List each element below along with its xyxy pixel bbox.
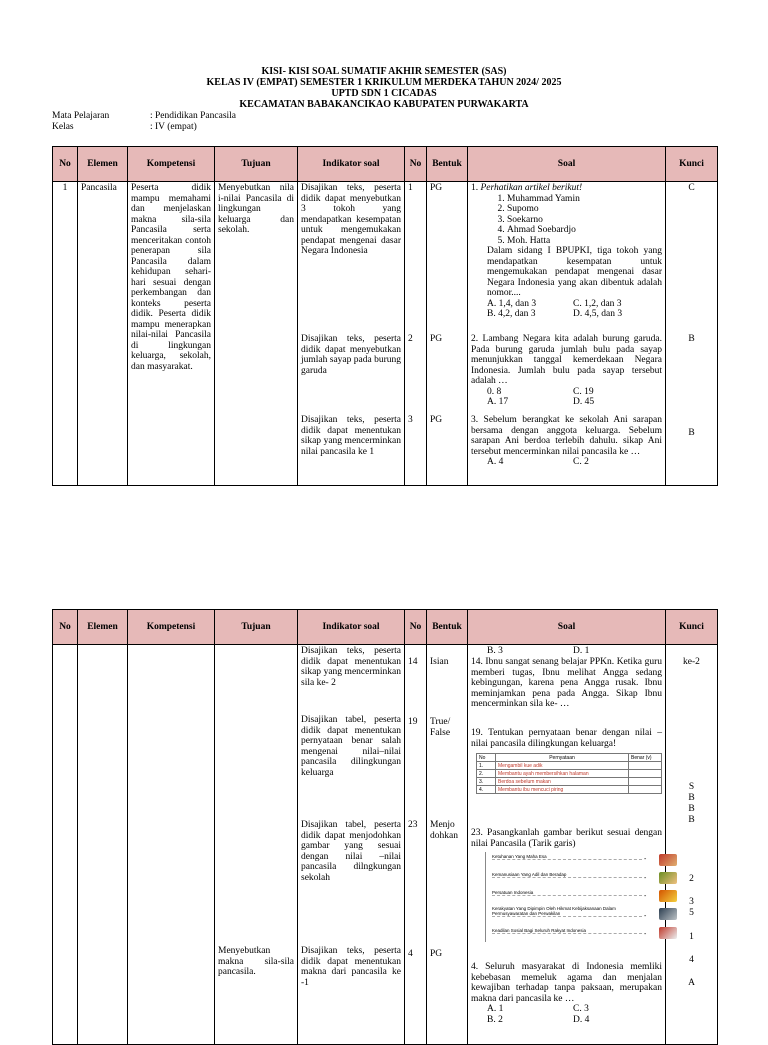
col-kunci: Kunci xyxy=(666,610,718,645)
no-q23: 23 xyxy=(408,820,418,830)
no-q2: 2 xyxy=(408,334,413,344)
table-header-row xyxy=(53,610,718,645)
col-soal: Soal xyxy=(468,147,666,182)
row-elemen: Pancasila xyxy=(78,182,128,486)
soal-q19-table xyxy=(476,753,662,794)
match-item: Keadilan Sosial Bagi Seluruh Rakyat Indonesia xyxy=(492,928,642,934)
no-q14: 14 xyxy=(408,657,418,667)
soal-q3-text: 3. Sebelum berangkat ke sekolah Ani sarapan bersama dengan anggota keluarga. Sebelum sarapan Ani berdoa terlebih dahulu. sikap Ani tersebut mencerminkan nilai pancasila ke … xyxy=(471,415,662,457)
list-item: 4. Ahmad Soebardjo xyxy=(507,225,662,236)
match-item: Kemanusiaan Yang Adil dan Beradap xyxy=(492,872,642,878)
row-tujuan: Menyebutkan nila i-nilai Pancasila di lingkungan keluarga dan sekolah. xyxy=(215,182,298,486)
tujuan-q4: Menyebutkan makna sila-sila pancasila. xyxy=(218,946,294,977)
kunci-q4: A xyxy=(688,978,695,988)
row-elemen xyxy=(78,645,128,1045)
soal-q4-opts-bd: B. 2 D. 4 xyxy=(487,1014,590,1025)
soal-q1-list xyxy=(471,194,662,247)
col-soal: Soal xyxy=(468,610,666,645)
list-item: 3. Soekarno xyxy=(507,215,662,226)
soal-q1-intro: 1. Perhatikan artikel berikut! xyxy=(471,183,583,193)
col-bentuk: Bentuk xyxy=(427,610,468,645)
meta-subject-label: Mata Pelajaran xyxy=(52,111,110,121)
match-item: Persatuan Indonesia xyxy=(492,890,642,896)
kunci-q1: C xyxy=(688,183,695,193)
soal-q2-text: 2. Lambang Negara kita adalah burung garuda. Pada burung garuda jumlah bulu pada sayap menunjukkan tanggal kemerdekaan Negara Indonesia. Jumlah bulu pada sayap tersebut adalah … xyxy=(471,334,662,386)
soal-q19: 19. Tentukan pernyataan benar dengan nilai – nilai pancasila dilingkungan keluarga! xyxy=(471,728,662,749)
doc-school: UPTD SDN 1 CICADAS xyxy=(331,88,437,99)
doc-district: KECAMATAN BABAKANCIKAO KABUPATEN PURWAKARTA xyxy=(239,99,529,110)
doc-subtitle: KELAS IV (EMPAT) SEMESTER 1 KRIKULUM MERDEKA TAHUN 2024/ 2025 xyxy=(206,77,562,88)
col-no-soal: No xyxy=(405,610,427,645)
soal-q1-opts-ac: A. 1,4, dan 3 C. 1,2, dan 3 xyxy=(487,298,622,309)
col-no-soal: No xyxy=(405,147,427,182)
kunci-q14: ke-2 xyxy=(683,657,700,667)
row-soal xyxy=(468,182,666,486)
kunci-q3: B xyxy=(688,428,695,438)
meta-subject xyxy=(52,111,237,122)
table-row: 1. Mengambil kue adik xyxy=(477,762,662,770)
row-bentuk xyxy=(427,645,468,1045)
no-q4: 4 xyxy=(408,949,413,959)
bentuk-q4: PG xyxy=(430,949,443,959)
bentuk-q14: Isian xyxy=(430,657,449,667)
kunci-q23-4: 1 xyxy=(689,932,694,942)
soal-q4-opts-ac: A. 1 C. 3 xyxy=(487,1004,589,1014)
col-no: No xyxy=(53,147,78,182)
list-item: 5. Moh. Hatta xyxy=(507,236,662,247)
indikator-q23: Disajikan tabel, peserta didik dapat menjodohkan gambar yang sesuai dengan nilai –nilai pancasila dilngkungan sekolah xyxy=(301,820,401,883)
bentuk-q19: True/ False xyxy=(430,717,451,738)
kunci-q23-1: 2 xyxy=(689,874,694,884)
soal-q1-text: Dalam sidang I BPUPKI, tiga tokoh yang mendapatkan kesempatan untuk mengemukakan pendapat mengenai dasar Negara Indonesia yang akan dibentuk adalah nomor.... xyxy=(487,246,662,298)
indikator-q4: Disajikan teks, peserta didik dapat menentukan makna dari pancasila ke -1 xyxy=(301,946,401,988)
col-indikator: Indikator soal xyxy=(298,147,405,182)
kisi-table-2 xyxy=(52,609,718,1045)
table-row xyxy=(53,645,718,1045)
col-elemen: Elemen xyxy=(78,610,128,645)
kunci-q23-2: 3 xyxy=(689,897,694,907)
row-soal xyxy=(468,645,666,1045)
bentuk-q1: PG xyxy=(430,183,443,193)
soal-carry-opts: B. 3 D. 1 xyxy=(487,646,590,656)
indikator-q3: Disajikan teks, peserta didik dapat menentukan sikap yang mencerminkan nilai pancasila ke 1 xyxy=(301,415,401,457)
bentuk-q2: PG xyxy=(430,334,443,344)
meta-class xyxy=(52,122,197,133)
table-row: 4. Membantu ibu mencuci piring xyxy=(477,786,662,794)
indikator-q1: Disajikan teks, peserta didik dapat menyebutkan 3 tokoh yang mendapatkan kesempatan untuk mengemukakan pendapat mengenai dasar Negara Indonesia xyxy=(301,183,401,256)
row-no: 1 xyxy=(53,182,78,486)
row-kompetensi xyxy=(128,645,215,1045)
row-kunci xyxy=(666,182,718,486)
col-kompetensi: Kompetensi xyxy=(128,147,215,182)
row-indikator xyxy=(298,182,405,486)
kunci-q23-5: 4 xyxy=(689,955,694,965)
row-no-soal xyxy=(405,645,427,1045)
kunci-q19-1: S xyxy=(688,782,695,792)
match-dot: - xyxy=(644,913,647,920)
kunci-q2: B xyxy=(688,334,695,344)
matching-figure xyxy=(485,852,679,942)
row-no-soal xyxy=(405,182,427,486)
soal-q1-opts-bd: B. 4,2, dan 3 D. 4,5, dan 3 xyxy=(487,309,623,319)
col-indikator: Indikator soal xyxy=(298,610,405,645)
kunci-q23-3: 5 xyxy=(689,908,694,918)
match-dot: - xyxy=(644,931,647,938)
soal-q4-text: 4. Seluruh masyarakat di Indonesia memliki kebebasan memeluk agama dan menjalan kewajiban terhadap tanpa paksaan, merupakan makna dari pancasila ke … xyxy=(471,962,662,1004)
match-dot: - xyxy=(644,893,647,900)
col-bentuk: Bentuk xyxy=(427,147,468,182)
soal-q3-opts-ac: A. 4 C. 2 xyxy=(487,457,589,467)
kunci-q19-3: B xyxy=(688,804,695,814)
row-tujuan xyxy=(215,645,298,1045)
row-kunci xyxy=(666,645,718,1045)
match-item: Ketuhanan Yang Maha Esa xyxy=(492,854,642,860)
table-header-row xyxy=(53,147,718,182)
soal-q2 xyxy=(471,334,662,408)
bentuk-q3: PG xyxy=(430,415,443,425)
list-item: 2. Supomo xyxy=(507,204,662,215)
soal-q1 xyxy=(471,183,662,320)
statement-table xyxy=(476,753,662,794)
table-row xyxy=(53,182,718,486)
no-q19: 19 xyxy=(408,717,418,727)
table-row: 2. Membantu ayah membersihkan halaman xyxy=(477,770,662,778)
soal-q14: 14. Ibnu sangat senang belajar PPKn. Ketika guru memberi tugas, Ibnu melihat Angga sedang kebingungan, karena pena Angga rusak. Ibnu meminjamkan pena pada Angga. Sikap Ibnu mencerminkan sila ke- … xyxy=(471,657,662,709)
match-item: Kerakyatan Yang Dipimpin Oleh Hikmat Kebijaksanaan Dalam Permusyawaratan dan Perwakilan xyxy=(492,906,642,917)
soal-q4 xyxy=(471,962,662,1025)
col-tujuan: Tujuan xyxy=(215,147,298,182)
soal-q23: 23. Pasangkanlah gambar berikut sesuai dengan nilai Pancasila (Tarik garis) xyxy=(471,828,662,849)
no-q3: 3 xyxy=(408,415,413,425)
no-q1: 1 xyxy=(408,183,413,193)
row-indikator xyxy=(298,645,405,1045)
table-row: No Pernyataan Benar (v) xyxy=(477,754,662,762)
indikator-q14: Disajikan teks, peserta didik dapat menentukan sikap yang mencerminkan sila ke- 2 xyxy=(301,646,401,688)
soal-q3 xyxy=(471,415,662,468)
col-kunci: Kunci xyxy=(666,147,718,182)
kunci-q19-2: B xyxy=(688,793,695,803)
table-row: 3. Berdoa sebelum makan xyxy=(477,778,662,786)
doc-title: KISI- KISI SOAL SUMATIF AKHIR SEMESTER (SAS) xyxy=(261,66,507,77)
match-dot: - xyxy=(644,875,647,882)
match-dot: - xyxy=(644,856,647,863)
row-no xyxy=(53,645,78,1045)
row-bentuk xyxy=(427,182,468,486)
meta-class-label: Kelas xyxy=(52,122,74,132)
bentuk-q23: Menjo dohkan xyxy=(430,820,458,841)
list-item: 1. Muhammad Yamin xyxy=(507,194,662,205)
col-kompetensi: Kompetensi xyxy=(128,610,215,645)
indikator-q2: Disajikan teks, peserta didik dapat menyebutkan jumlah sayap pada burung garuda xyxy=(301,334,401,376)
soal-q2-opts-ac: 0. 8 C. 19 xyxy=(487,386,594,397)
soal-q2-opts-bd: A. 17 D. 45 xyxy=(487,397,595,407)
kisi-table-1 xyxy=(52,146,718,486)
col-tujuan: Tujuan xyxy=(215,610,298,645)
row-kompetensi: Peserta didik mampu memahami dan menjelaskan makna sila-sila Pancasila serta menceritakan contoh penerapan sila Pancasila dalam kehidupan sehari-hari sesuai dengan perkembangan dan konteks peserta didik. Peserta didik mampu menerapkan nilai-nilai Pancasila di lingkungan keluarga, sekolah, dan masyarakat. xyxy=(128,182,215,486)
kunci-q19-4: B xyxy=(688,815,695,825)
col-no: No xyxy=(53,610,78,645)
indikator-q19: Disajikan tabel, peserta didik dapat menentukan pernyataan benar salah mengenai nilai–nilai pancasila dilingkungan keluarga xyxy=(301,715,401,778)
meta-subject-value: : Pendidikan Pancasila xyxy=(150,111,237,121)
meta-class-value: : IV (empat) xyxy=(150,122,197,132)
col-elemen: Elemen xyxy=(78,147,128,182)
